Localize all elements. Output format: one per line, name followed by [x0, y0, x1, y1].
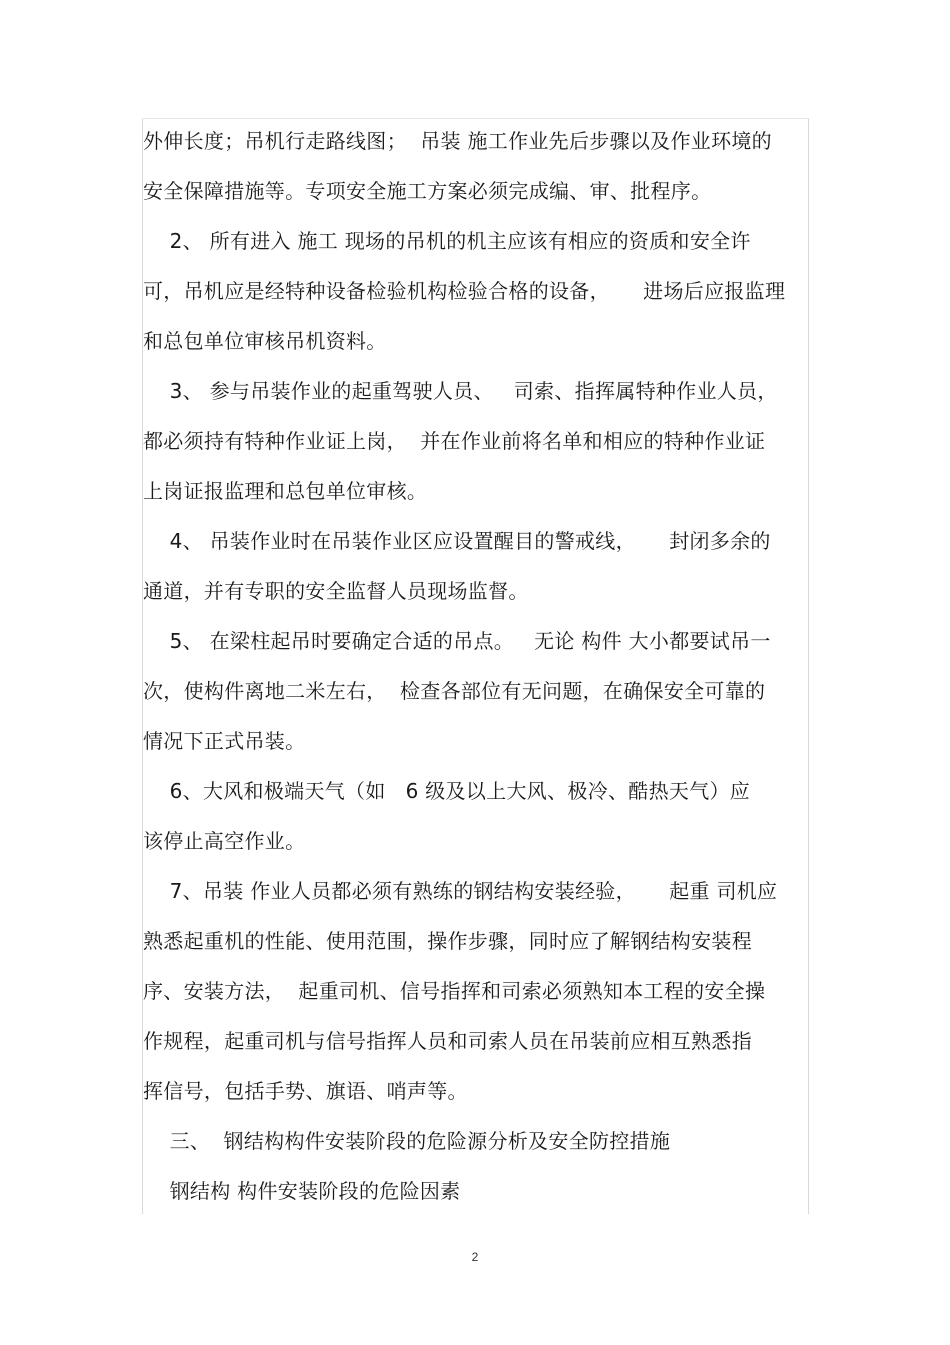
- text-line-14: 6、大风和极端天气（如 6 级及以上大风、极冷、酷热天气）应: [143, 779, 751, 803]
- text-line-4: 可，吊机应是经特种设备检验机构检验合格的设备， 进场后应报监理: [143, 279, 786, 303]
- text-line-1: 外伸长度；吊机行走路线图； 吊装 施工作业先后步骤以及作业环境的: [143, 129, 772, 153]
- text-line-7: 都必须持有特种作业证上岗， 并在作业前将名单和相应的特种作业证: [143, 429, 766, 453]
- text-line-2: 安全保障措施等。专项安全施工方案必须完成编、审、批程序。: [143, 179, 712, 203]
- text-line-9: 4、 吊装作业时在吊装作业区应设置醒目的警戒线， 封闭多余的: [143, 529, 771, 553]
- text-line-20: 挥信号，包括手势、旗语、哨声等。: [143, 1079, 468, 1103]
- text-line-11: 5、 在梁柱起吊时要确定合适的吊点。 无论 构件 大小都要试吊一: [143, 629, 771, 653]
- text-line-6: 3、 参与吊装作业的起重驾驶人员、 司索、指挥属特种作业人员，: [143, 379, 778, 403]
- text-line-3: 2、 所有进入 施工 现场的吊机的机主应该有相应的资质和安全许: [143, 229, 751, 253]
- text-line-10: 通道，并有专职的安全监督人员现场监督。: [143, 579, 529, 603]
- text-line-19: 作规程，起重司机与信号指挥人员和司索人员在吊装前应相互熟悉指: [143, 1029, 752, 1053]
- text-line-16: 7、吊装 作业人员都必须有熟练的钢结构安装经验， 起重 司机应: [143, 879, 778, 903]
- text-line-8: 上岗证报监理和总包单位审核。: [143, 479, 428, 503]
- text-line-12: 次，使构件离地二米左右， 检查各部位有无问题，在确保安全可靠的: [143, 679, 766, 703]
- text-line-5: 和总包单位审核吊机资料。: [143, 329, 387, 353]
- text-line-13: 情况下正式吊装。: [143, 729, 306, 753]
- page-number: 2: [471, 1250, 479, 1264]
- section-heading: 三、 钢结构构件安装阶段的危险源分析及安全防控措施: [143, 1129, 671, 1153]
- text-line-18: 序、安装方法， 起重司机、信号指挥和司索必须熟知本工程的安全操: [143, 979, 766, 1003]
- text-line-17: 熟悉起重机的性能、使用范围，操作步骤，同时应了解钢结构安装程: [143, 929, 752, 953]
- text-line-15: 该停止高空作业。: [143, 829, 306, 853]
- subsection-heading: 钢结构 构件安装阶段的危险因素: [143, 1179, 461, 1203]
